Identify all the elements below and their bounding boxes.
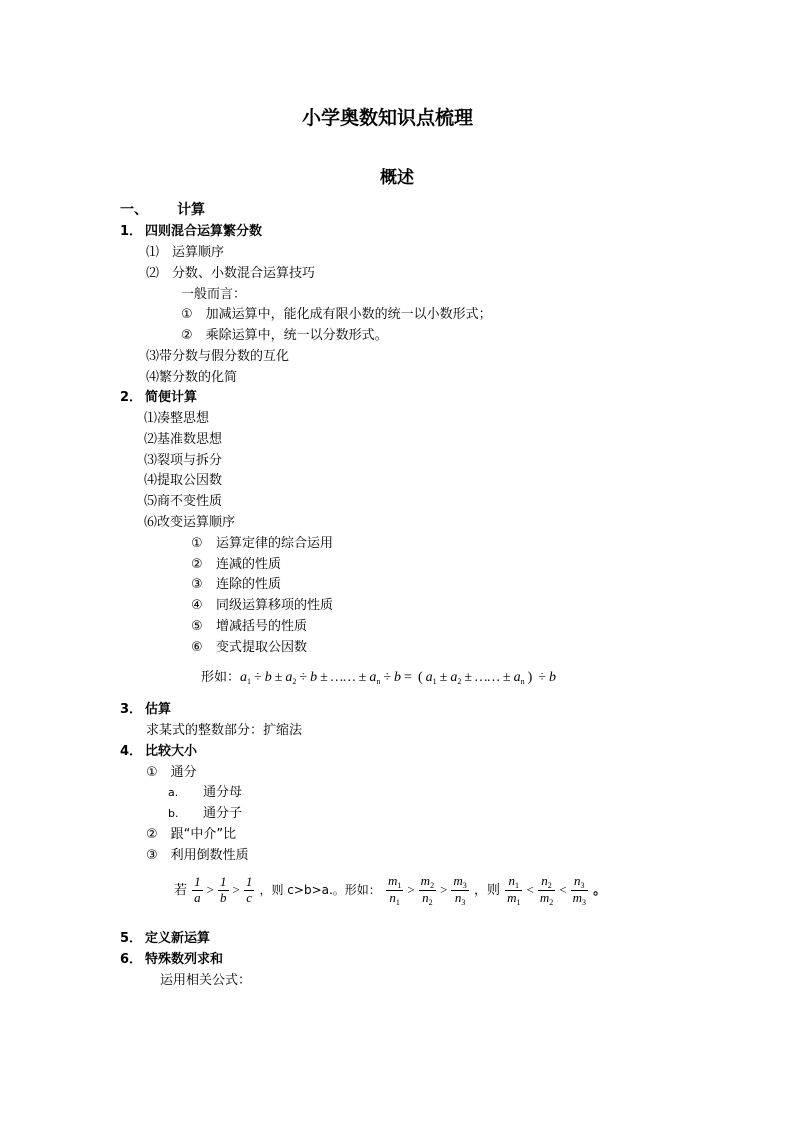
page-title: 小学奥数知识点梳理 <box>302 107 474 129</box>
sub-item: 通分母 <box>203 785 243 800</box>
inequality-formula: 若 $\frac{1}{a}$ > $\frac{1}{b}$ > $\frac{1}{c}$ ，则 c>b>a.。形如： $\frac{m_1}{n_1}$ > $\frac{m_2}{n_2}$ > $\frac{m_3}{n_3}$ ，则 $\frac{n_1}{m_1}$ < $\frac{n_2}{m_2}$ < $\frac{n_3}{m_3}$ 。 <box>174 873 607 908</box>
paragraph: 求某式的整数部分：扩缩法 <box>146 723 303 738</box>
formula-expression: $a_1 \div b \pm a_2 \div b$ ± …… ± $a_n \div b$ = ( $a_1 \pm a_2$ ± …… ± $a_n$ ) ÷ b <box>240 670 556 686</box>
list-item: ③ 利用倒数性质 <box>146 848 249 863</box>
paragraph: 运用相关公式： <box>160 973 252 988</box>
sub-item: 连减的性质 <box>216 557 282 572</box>
formula <box>201 671 556 686</box>
formula-text: 。 <box>593 883 607 899</box>
item-heading: 特殊数列求和 <box>145 952 224 967</box>
list-item: ⑸商不变性质 <box>144 494 223 509</box>
item-number: 5． <box>120 931 143 946</box>
item-heading: 定义新运算 <box>145 931 211 946</box>
sub-item: 变式提取公因数 <box>216 640 308 655</box>
list-item: ⑶带分数与假分数的互化 <box>146 349 290 364</box>
sub-item-number: ⑤ <box>191 619 203 634</box>
sub-item-marker: b. <box>168 807 179 820</box>
formula-prefix: 形如： <box>201 670 241 685</box>
sub-item-number: ② <box>191 557 203 572</box>
list-item: ② 跟“中介”比 <box>146 827 237 842</box>
item-number: 4． <box>120 744 143 759</box>
item-heading: 估算 <box>145 702 172 717</box>
list-item: ⑵基准数思想 <box>144 432 223 447</box>
list-item: ⑷提取公因数 <box>144 473 223 488</box>
list-item: ② 乘除运算中，统一以分数形式。 <box>181 328 388 343</box>
formula-text: 若 <box>174 883 188 899</box>
sub-item: 运算定律的综合运用 <box>216 536 334 551</box>
sub-item: 增减括号的性质 <box>216 619 308 634</box>
item-heading: 四则混合运算繁分数 <box>145 224 263 239</box>
list-item: 一般而言： <box>181 287 247 302</box>
list-item: ① 加减运算中，能化成有限小数的统一以小数形式； <box>181 307 492 322</box>
sub-item: 连除的性质 <box>216 577 282 592</box>
list-item: ① 通分 <box>146 765 197 780</box>
sub-item: 同级运算移项的性质 <box>216 598 334 613</box>
section-heading: 计算 <box>177 202 205 218</box>
item-number: 6． <box>120 952 143 967</box>
sub-item-number: ⑥ <box>191 640 203 655</box>
section-number: 一、 <box>120 202 148 218</box>
list-item: ⑷繁分数的化简 <box>146 370 238 385</box>
page-subtitle: 概述 <box>380 168 414 188</box>
item-heading: 简便计算 <box>145 390 198 405</box>
formula-text: ，则 c>b>a.。形如： <box>259 883 381 898</box>
list-item: ⑵ 分数、小数混合运算技巧 <box>146 266 316 281</box>
list-item: ⑴凑整思想 <box>144 411 210 426</box>
sub-item-marker: a. <box>168 786 179 799</box>
item-number: 3． <box>120 702 143 717</box>
sub-item-number: ① <box>191 536 203 551</box>
sub-item-number: ③ <box>191 577 203 592</box>
list-item: ⑹改变运算顺序 <box>144 515 236 530</box>
sub-item-number: ④ <box>191 598 203 613</box>
list-item: ⑶裂项与拆分 <box>144 453 223 468</box>
list-item: ⑴ 运算顺序 <box>146 245 225 260</box>
item-heading: 比较大小 <box>145 744 198 759</box>
formula-text: ，则 <box>473 883 500 899</box>
item-number: 2． <box>120 390 143 405</box>
item-number: 1． <box>120 224 143 239</box>
sub-item: 通分子 <box>203 806 243 821</box>
